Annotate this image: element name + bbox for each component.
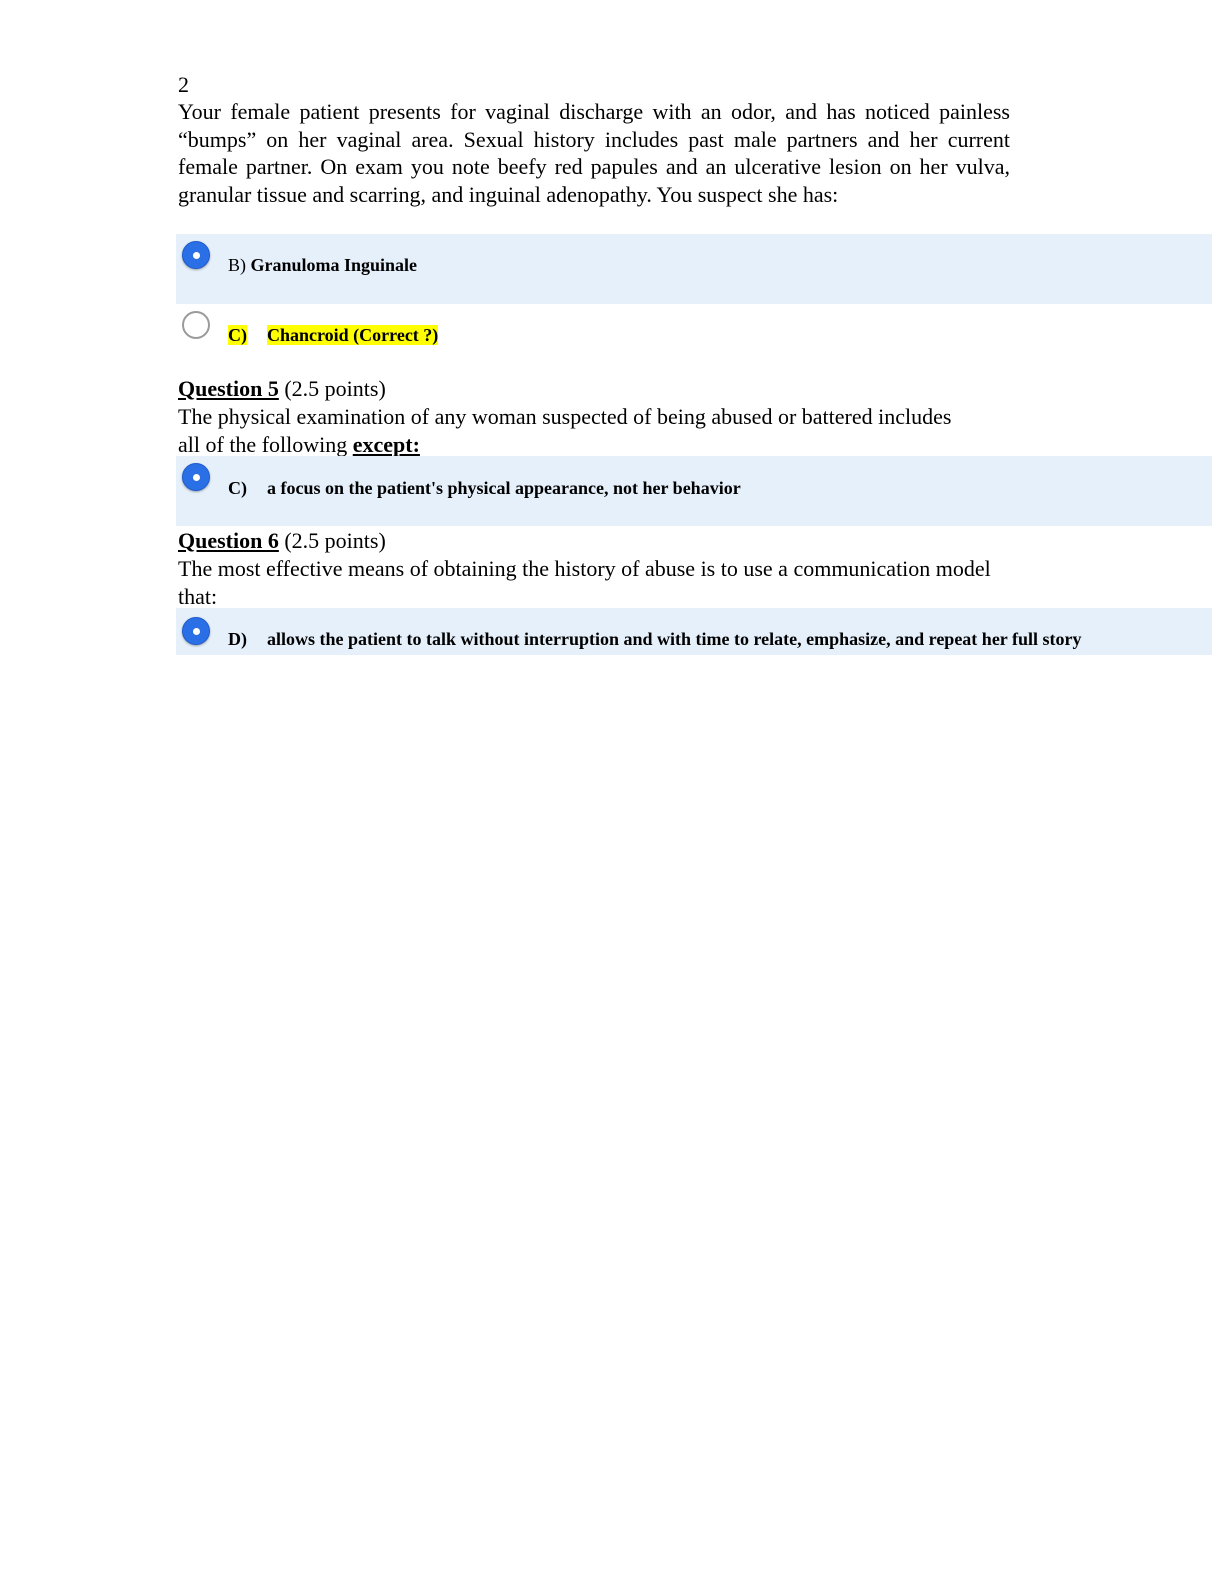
question-6-stem: The most effective means of obtaining the history of abuse is to use a communication model that:	[178, 556, 991, 609]
question-5-stem	[178, 403, 978, 458]
answer-option-c[interactable]	[176, 304, 1212, 366]
option-letter: C)	[228, 325, 247, 345]
radio-unselected-icon[interactable]	[182, 311, 210, 339]
answer-option-text	[228, 477, 741, 499]
radio-selected-icon[interactable]	[182, 463, 210, 491]
question-4-stem: Your female patient presents for vaginal discharge with an odor, and has noticed painless “bumps” on her vaginal area. Sexual history includes past male partners and her current female partner. On exam you note beefy red papules and an ulcerative lesion on her vulva, granular tissue and scarring, and inguinal adenopathy. You suspect she has:	[178, 99, 1010, 207]
option-letter: D)	[228, 629, 247, 649]
radio-selected-icon[interactable]	[182, 241, 210, 269]
question-5-stem-emphasis: except:	[352, 431, 420, 457]
question-5-label: Question 5	[178, 376, 279, 401]
question-5-stem-text: The physical examination of any woman suspected of being abused or battered includes all of the following	[178, 404, 952, 457]
radio-selected-icon[interactable]	[182, 617, 210, 645]
answer-option-c[interactable]	[176, 456, 1212, 526]
page-number: 2	[178, 72, 189, 97]
answer-option-b[interactable]	[176, 234, 1212, 304]
question-5-heading	[178, 375, 386, 402]
answer-option-d[interactable]	[176, 608, 1212, 655]
option-letter: C)	[228, 478, 247, 498]
question-6-heading	[178, 527, 386, 554]
option-answer: a focus on the patient's physical appearance, not her behavior	[267, 478, 741, 498]
question-5-points: (2.5 points)	[284, 376, 386, 401]
answer-option-text	[228, 254, 417, 276]
question-6-label: Question 6	[178, 528, 279, 553]
option-letter: B)	[228, 255, 246, 275]
answer-option-text	[228, 324, 438, 346]
option-answer-highlighted: Chancroid (Correct ?)	[267, 325, 439, 345]
option-answer: allows the patient to talk without interruption and with time to relate, emphasize, and repeat her full story	[267, 629, 1082, 649]
question-6-points: (2.5 points)	[284, 528, 386, 553]
answer-option-text	[228, 628, 1081, 650]
option-answer: Granuloma Inguinale	[250, 255, 418, 275]
